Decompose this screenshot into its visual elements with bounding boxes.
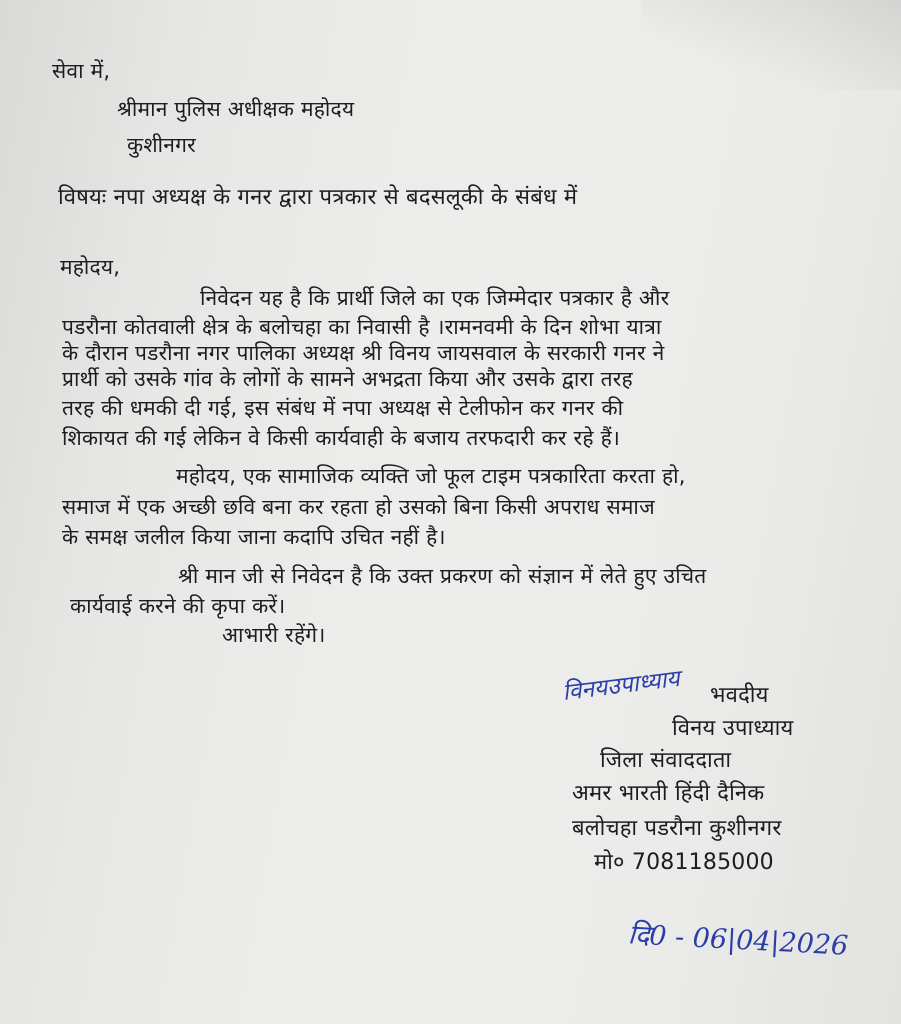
body-line: समाज में एक अच्छी छवि बना कर रहता हो उसको बिना किसी अपराध समाज [62,495,655,519]
body-line: पडरौना कोतवाली क्षेत्र के बलोचहा का निवासी है ।रामनवमी के दिन शोभा यात्रा [62,315,662,339]
body-line: तरह की धमकी दी गई, इस संबंध में नपा अध्यक्ष से टेलीफोन कर गनर की [62,396,624,420]
greeting: महोदय, [60,255,121,279]
body-line: के समक्ष जलील किया जाना कदापि उचित नहीं है। [62,525,446,549]
recipient-place: कुशीनगर [127,133,196,157]
body-line: प्रार्थी को उसके गांव के लोगों के सामने अभद्रता किया और उसके द्वारा तरह [62,367,633,391]
subject-line: विषयः नपा अध्यक्ष के गनर द्वारा पत्रकार से बदसलूकी के संबंध में [58,185,578,210]
handwritten-date: दि0 - 06|04|2026 [627,919,849,962]
paper-shadow [641,0,901,90]
sender-paper: अमर भारती हिंदी दैनिक [572,781,765,806]
closing: भवदीय [710,683,769,708]
body-line: श्री मान जी से निवेदन है कि उक्त प्रकरण को संज्ञान में लेते हुए उचित [178,564,707,588]
recipient-title: श्रीमान पुलिस अधीक्षक महोदय [117,97,355,121]
body-line: कार्यवाई करने की कृपा करें। [70,594,286,618]
handwritten-signature: विनयउपाध्याय [561,665,682,707]
salutation-to: सेवा में, [52,59,111,83]
body-line: के दौरान पडरौना नगर पालिका अध्यक्ष श्री विनय जायसवाल के सरकारी गनर ने [62,341,665,365]
sender-address: बलोचहा पडरौना कुशीनगर [572,816,782,841]
body-line: आभारी रहेंगे। [222,623,326,647]
body-line: निवेदन यह है कि प्रार्थी जिले का एक जिम्मेदार पत्रकार है और [200,286,670,310]
sender-phone: मो० 7081185000 [594,850,774,875]
body-line: महोदय, एक सामाजिक व्यक्ति जो फूल टाइम पत्रकारिता करता हो, [176,464,686,488]
body-line: शिकायत की गई लेकिन वे किसी कार्यवाही के बजाय तरफदारी कर रहे हैं। [62,426,621,450]
sender-name: विनय उपाध्याय [672,716,794,741]
sender-role: जिला संवाददाता [600,748,732,773]
